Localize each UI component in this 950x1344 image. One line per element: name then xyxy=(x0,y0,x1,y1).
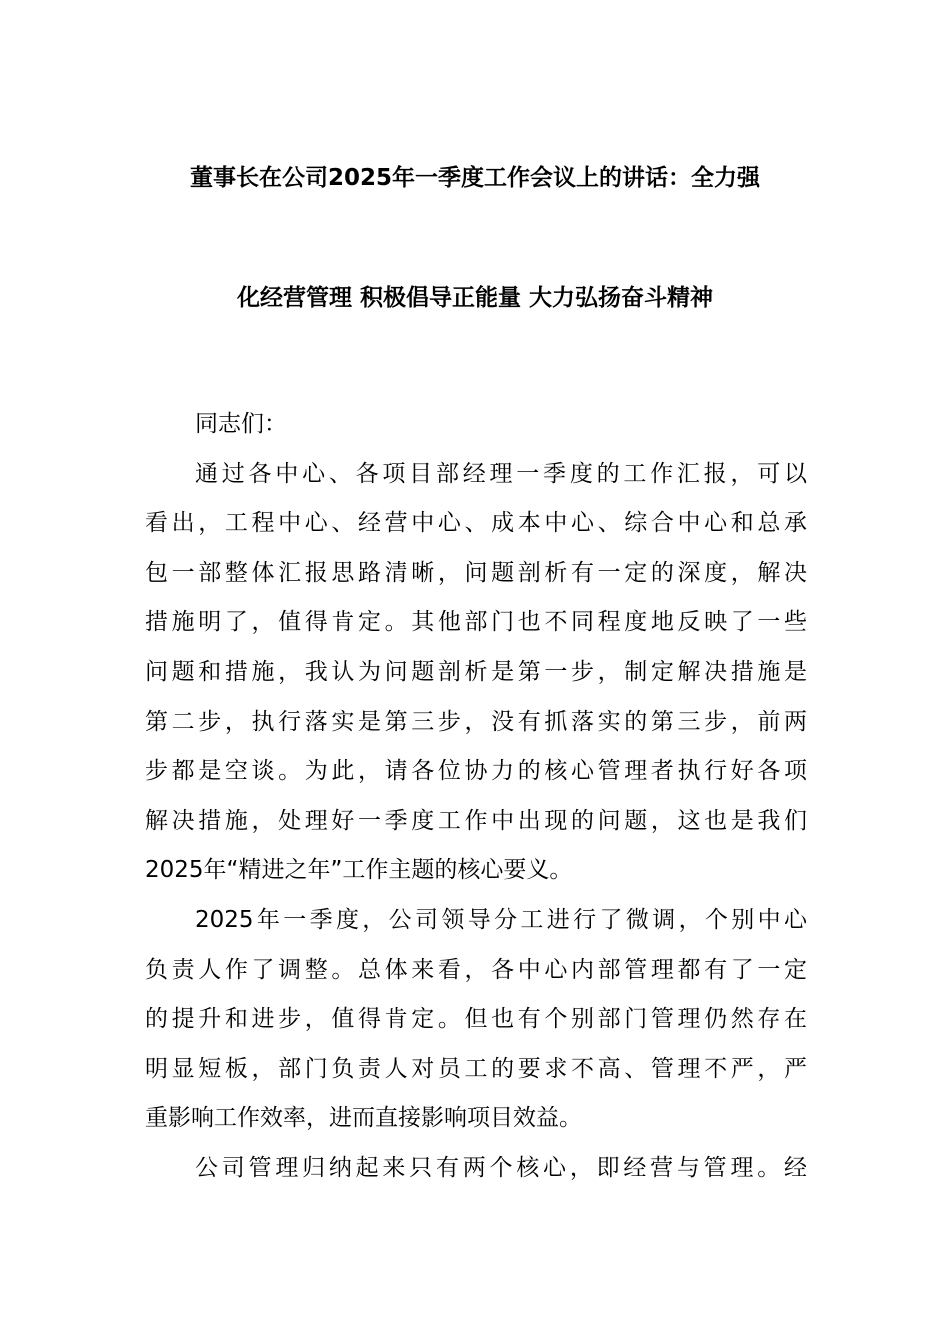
document-body xyxy=(145,400,807,1194)
paragraph-1-line: 问题和措施，我认为问题剖析是第一步，制定解决措施是 xyxy=(145,658,807,685)
paragraph-2-line: 负责人作了调整。总体来看，各中心内部管理都有了一定 xyxy=(145,956,807,983)
paragraph-1-line: 包一部整体汇报思路清晰，问题剖析有一定的深度，解决 xyxy=(145,559,807,586)
salutation: 同志们： xyxy=(195,411,287,437)
paragraph-2-line: 重影响工作效率，进而直接影响项目效益。 xyxy=(145,1105,582,1132)
paragraph-1-line: 看出，工程中心、经营中心、成本中心、综合中心和总承 xyxy=(145,510,807,537)
paragraph-3-line: 公司管理归纳起来只有两个核心，即经营与管理。经 xyxy=(195,1154,807,1181)
paragraph-2-line: 的提升和进步，值得肯定。但也有个别部门管理仍然存在 xyxy=(145,1006,807,1033)
paragraph-2-line: 明显短板，部门负责人对员工的要求不高、管理不严，严 xyxy=(145,1055,807,1082)
paragraph-1-line: 2025年“精进之年”工作主题的核心要义。 xyxy=(145,857,573,884)
document-title-line-1: 董事长在公司2025年一季度工作会议上的讲话：全力强 xyxy=(189,165,760,191)
paragraph-1-line: 第二步，执行落实是第三步，没有抓落实的第三步，前两 xyxy=(145,708,807,735)
paragraph-2-line: 2025年一季度，公司领导分工进行了微调，个别中心 xyxy=(195,906,807,933)
paragraph-1-line: 措施明了，值得肯定。其他部门也不同程度地反映了一些 xyxy=(145,609,807,636)
document-title-line-2: 化经营管理 积极倡导正能量 大力弘扬奋斗精神 xyxy=(236,285,713,311)
paragraph-1-line: 通过各中心、各项目部经理一季度的工作汇报，可以 xyxy=(195,460,807,487)
paragraph-1-line: 解决措施，处理好一季度工作中出现的问题，这也是我们 xyxy=(145,807,807,834)
paragraph-1-line: 步都是空谈。为此，请各位协力的核心管理者执行好各项 xyxy=(145,758,807,785)
